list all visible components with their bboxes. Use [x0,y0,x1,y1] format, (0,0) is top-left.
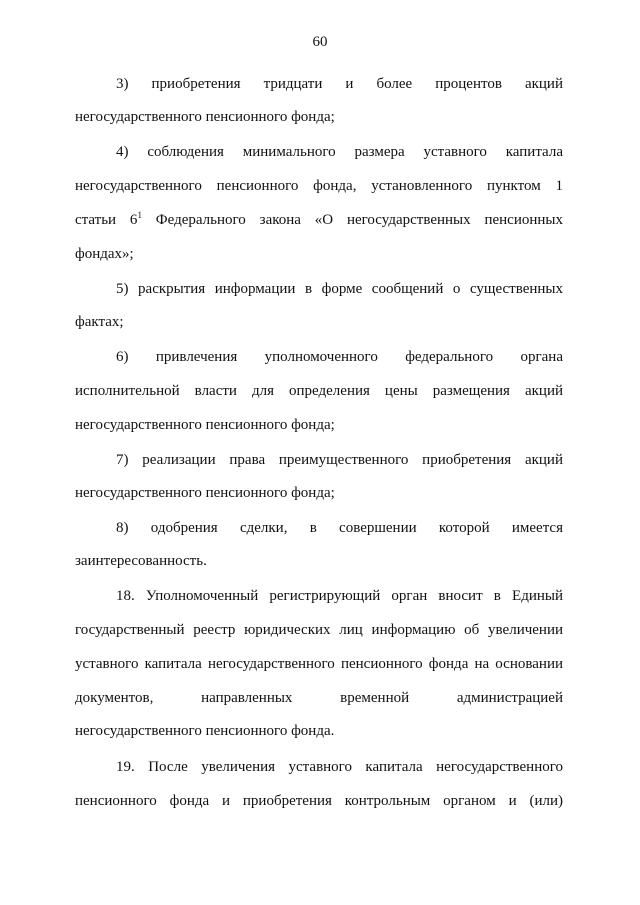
text-line: 4) соблюдения минимального размера уставного капитала [116,144,563,160]
text-line: заинтересованность. [75,553,207,569]
text-line: негосударственного пенсионного фонда; [75,417,335,433]
text-line: 5) раскрытия информации в форме сообщений о существенных [116,281,563,297]
text-line: 6) привлечения уполномоченного федерального органа [116,349,563,365]
text-line: негосударственного пенсионного фонда; [75,109,335,125]
text-line: исполнительной власти для определения цены размещения акций [75,383,563,399]
text-line: пенсионного фонда и приобретения контрольным органом и (или) [75,793,563,809]
text-line: 19. После увеличения уставного капитала негосударственного [116,759,563,775]
text-fragment: статьи 6 [75,212,138,228]
page-number: 60 [312,34,328,50]
text-line: 7) реализации права преимущественного приобретения акций [116,452,563,468]
text-line: фактах; [75,314,124,330]
superscript: 1 [137,210,142,220]
text-line: негосударственного пенсионного фонда; [75,485,335,501]
text-line-with-superscript [75,211,563,229]
text-line: уставного капитала негосударственного пенсионного фонда на основании [75,656,563,672]
text-line: 3) приобретения тридцати и более процентов акций [116,76,563,92]
text-line: документов, направленных временной администрацией [75,690,563,706]
text-line: государственный реестр юридических лиц информацию об увеличении [75,622,563,638]
text-fragment: Федерального закона «О негосударственных пенсионных [141,212,563,228]
text-line: негосударственного пенсионного фонда. [75,723,335,739]
text-line: негосударственного пенсионного фонда, установленного пунктом 1 [75,178,563,194]
text-line: 8) одобрения сделки, в совершении которой имеется [116,520,563,536]
text-line: 18. Уполномоченный регистрирующий орган вносит в Единый [116,588,563,604]
text-line: фондах»; [75,246,134,262]
